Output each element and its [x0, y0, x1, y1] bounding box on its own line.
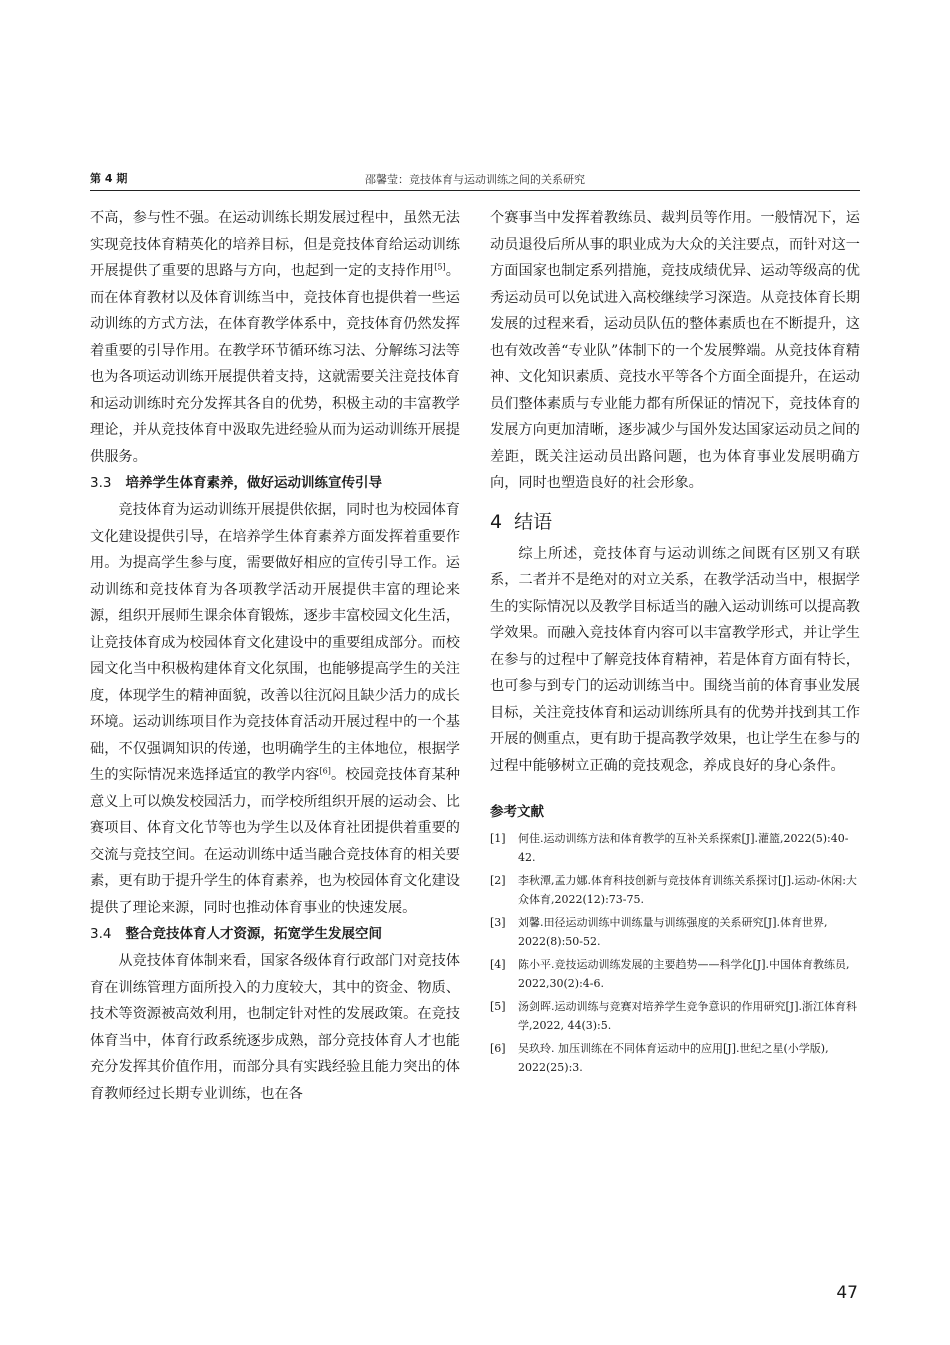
right-column — [490, 205, 860, 1081]
reference-item — [490, 829, 860, 867]
reference-number: [6] — [490, 1042, 506, 1055]
reference-text: 何佳.运动训练方法和体育教学的互补关系探索[J].灌篮,2022(5):40-42. — [518, 832, 849, 864]
paragraph: 从竞技体育体制来看，国家各级体育行政部门对竞技体育在训练管理方面所投入的力度较大，其中的资金、物质、技术等资源被高效利用，也制定针对性的发展政策。在竞技体育当中，体育行政系统逐步成熟，部分竞技体育人才也能充分发挥其价值作用，而部分具有实践经验且能力突出的体育教师经过长期专业训练，也在各 — [90, 953, 460, 1102]
citation: [6] — [319, 766, 331, 776]
reference-text: 陈小平.竞技运动训练发展的主要趋势——科学化[J].中国体育教练员, 2022,30(2):4-6. — [518, 958, 850, 990]
paragraph: 综上所述，竞技体育与运动训练之间既有区别又有联系，二者并不是绝对的对立关系，在教学活动当中，根据学生的实际情况以及教学目标适当的融入运动训练可以提高教学效果。而融入竞技体育内容可以丰富教学形式，并让学生在参与的过程中了解竞技体育精神，若是体育方面有特长，也可参与到专门的运动训练当中。围绕当前的体育事业发展目标，关注竞技体育和运动训练所具有的优势并找到其工作开展的侧重点，更有助于提高教学效果，也让学生在参与的过程中能够树立正确的竞技观念，养成良好的身心条件。 — [490, 545, 860, 774]
issue-number: 第 4 期 — [90, 172, 128, 185]
section-title: 结语 — [514, 510, 553, 533]
paragraph-text: 。校园竞技体育某种意义上可以焕发校园活力，而学校所组织开展的运动会、比赛项目、体育文化节等也为学生以及体育社团提供着重要的交流与竞技空间。在运动训练中适当融合竞技体育的相关要素，更有助于提升学生的体育素养，也为校园体育文化建设提供了理论来源，同时也推动体育事业的快速发展。 — [90, 767, 460, 916]
paragraph-text: 竞技体育为运动训练开展提供依据，同时也为校园体育文化建设提供引导，在培养学生体育素养方面发挥着重要作用。为提高学生参与度，需要做好相应的宣传引导工作。运动训练和竞技体育为各项教学活动开展提供丰富的理论来源，组织开展师生课余体育锻炼，逐步丰富校园文化生活，让竞技体育成为校园体育文化建设中的重要组成部分。而校园文化当中积极构建体育文化氛围，也能够提高学生的关注度，体现学生的精神面貌，改善以往沉闷且缺少活力的成长环境。运动训练项目作为竞技体育活动开展过程中的一个基础，不仅强调知识的传递，也明确学生的主体地位，根据学生的实际情况来选择适宜的教学内容 — [90, 502, 460, 783]
paragraph-text: 不高，参与性不强。在运动训练长期发展过程中，虽然无法实现竞技体育精英化的培养目标，但是竞技体育给运动训练开展提供了重要的思路与方向，也起到一定的支持作用 — [90, 210, 460, 279]
section-number: 3.4 — [90, 926, 112, 942]
section-number: 4 — [490, 510, 503, 533]
reference-number: [1] — [490, 832, 506, 845]
section-heading-4 — [490, 507, 860, 537]
paragraph — [90, 497, 460, 921]
section-heading-3-3 — [90, 470, 460, 497]
section-title: 培养学生体育素养，做好运动训练宣传引导 — [125, 475, 382, 491]
reference-text: 汤剑晖.运动训练与竞赛对培养学生竞争意识的作用研究[J].浙江体育科学,2022, 44(3):5. — [518, 1000, 857, 1032]
paragraph-text: 。而在体育教材以及体育训练当中，竞技体育也提供着一些运动训练的方式方法，在体育教学体系中，竞技体育仍然发挥着重要的引导作用。在教学环节循环练习法、分解练习法等也为各项运动训练开展提供着支持，这就需要关注竞技体育和运动训练时充分发挥其各自的优势，积极主动的丰富教学理论，并从竞技体育中汲取先进经验从而为运动训练开展提供服务。 — [90, 263, 460, 465]
references-title: 参考文献 — [490, 804, 544, 820]
reference-item — [490, 1039, 860, 1077]
reference-number: [4] — [490, 958, 506, 971]
reference-number: [3] — [490, 916, 506, 929]
reference-item — [490, 871, 860, 909]
running-title: 邵馨莹：竞技体育与运动训练之间的关系研究 — [365, 173, 585, 186]
page-number: 47 — [836, 1283, 858, 1303]
reference-number: [2] — [490, 874, 506, 887]
reference-text: 刘馨.田径运动训练中训练量与训练强度的关系研究[J].体育世界, 2022(8):50-52. — [518, 916, 828, 948]
reference-number: [5] — [490, 1000, 506, 1013]
reference-list — [490, 829, 860, 1077]
reference-item — [490, 997, 860, 1035]
reference-item — [490, 913, 860, 951]
citation: [5] — [434, 262, 446, 272]
left-column — [90, 205, 460, 1107]
section-heading-3-4 — [90, 921, 460, 948]
section-number: 3.3 — [90, 475, 112, 491]
running-header — [90, 168, 860, 191]
section-title: 整合竞技体育人才资源，拓宽学生发展空间 — [125, 926, 382, 942]
paragraph: 个赛事当中发挥着教练员、裁判员等作用。一般情况下，运动员退役后所从事的职业成为大众的关注要点，而针对这一方面国家也制定系列措施，竞技成绩优异、运动等级高的优秀运动员可以免试进入高校继续学习深造。从竞技体育长期发展的过程来看，运动员队伍的整体素质也在不断提升，这也有效改善“专业队”体制下的一个发展弊端。从竞技体育精神、文化知识素质、竞技水平等各个方面全面提升，在运动员们整体素质与专业能力都有所保证的情况下，竞技体育的发展方向更加清晰，逐步减少与国外发达国家运动员之间的差距，既关注运动员出路问题，也为体育事业发展明确方向，同时也塑造良好的社会形象。 — [490, 210, 860, 491]
reference-text: 吴玖玲. 加压训练在不同体育运动中的应用[J].世纪之星(小学版), 2022(25):3. — [518, 1042, 829, 1074]
reference-item — [490, 955, 860, 993]
reference-text: 李秋潭,孟力娜.体育科技创新与竞技体育训练关系探讨[J].运动-休闲:大众体育,2022(12):73-75. — [518, 874, 857, 906]
paragraph — [90, 205, 460, 470]
